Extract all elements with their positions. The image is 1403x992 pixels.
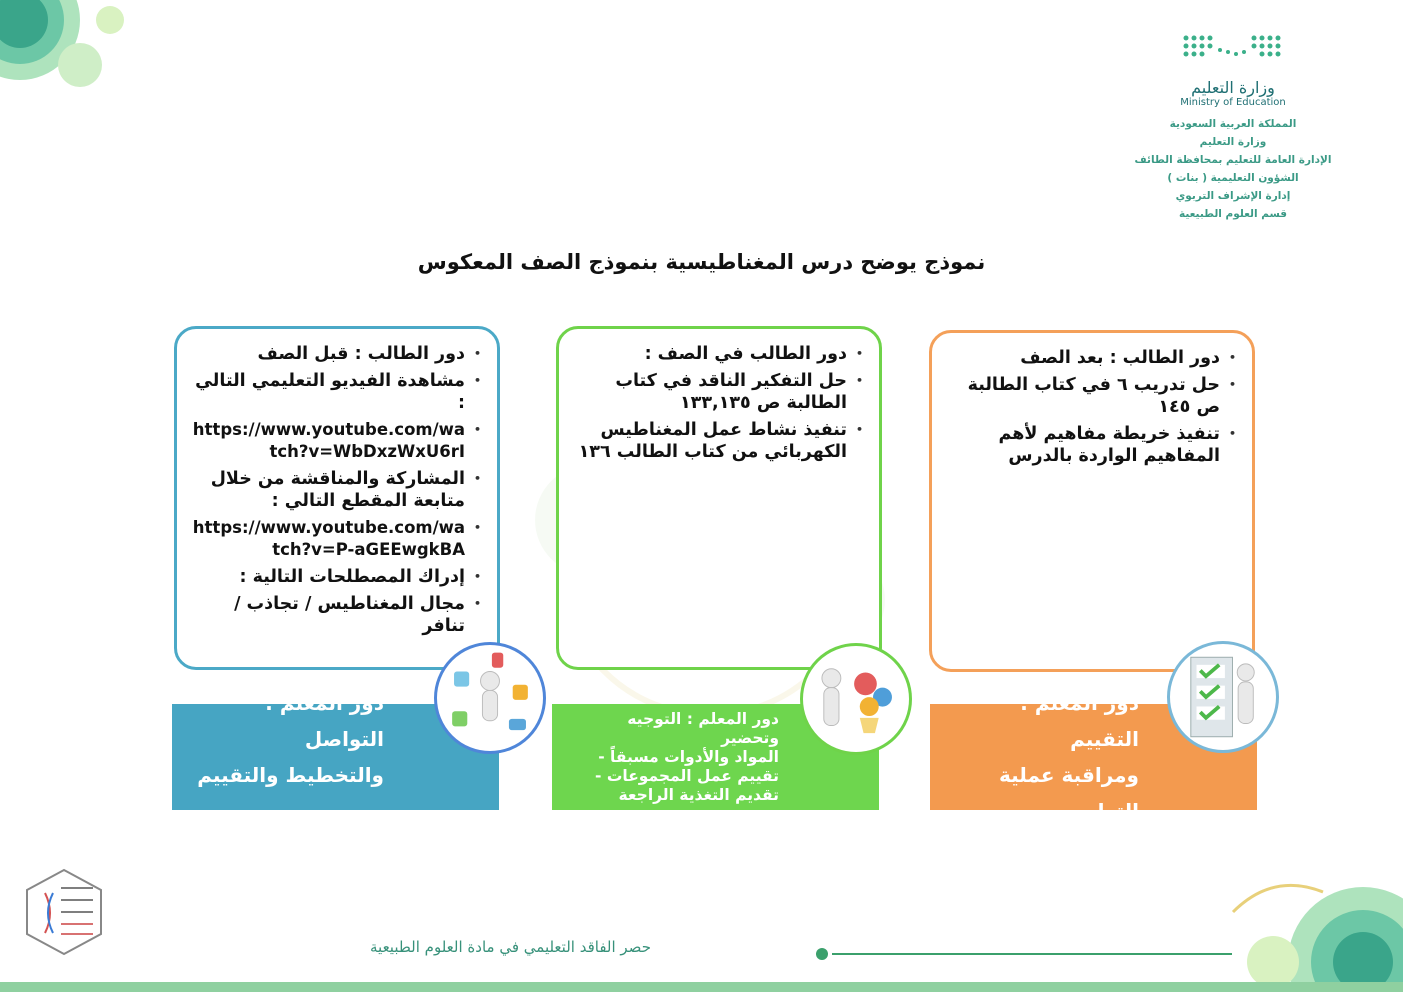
during-class-card [556,326,882,670]
ministry-line: إدارة الإشراف التربوي [1175,190,1291,202]
list-item: • دور الطالب في الصف : [573,343,847,365]
banner-line: تقديم التغذية الراجعة [618,785,779,804]
corner-ornament-bottom-right [1213,852,1403,992]
list-item: • دور الطالب : بعد الصف [946,347,1220,369]
ministry-logo-icon [1176,30,1291,70]
banner-line: المواد والأدوات مسبقاً - [598,747,779,766]
ministry-line: المملكة العربية السعودية [1169,118,1297,130]
list-item: • حل التفكير الناقد في كتاب الطالبة ص ١٣٣,١٣٥ [573,370,847,414]
video-link-2[interactable]: • https://www.youtube.com/watch?v=P-aGEEwgkBA [191,517,465,561]
footer-text: حصر الفاقد التعليمي في مادة العلوم الطبيعية [370,938,651,956]
after-class-card [929,330,1255,672]
ministry-header [1133,30,1333,226]
before-class-card [174,326,500,670]
ministry-line: وزارة التعليم [1199,136,1267,148]
banner-line: دور المعلم : التقييم [1019,691,1139,751]
video-link-1[interactable]: • https://www.youtube.com/watch?v=WbDxzWxU6rI [191,419,465,463]
banner-line: دور المعلم : التواصل [264,691,384,751]
list-item: • تنفيذ خريطة مفاهيم لأهم المفاهيم الواردة بالدرس [946,423,1220,467]
ministry-line: قسم العلوم الطبيعية [1178,208,1288,220]
list-item: • دور الطالب : قبل الصف [191,343,465,365]
page-title: نموذج يوضح درس المغناطيسية بنموذج الصف المعكوس [417,250,986,274]
list-item: • المشاركة والمناقشة من خلال متابعة المقطع التالي : [191,468,465,512]
list-item: • مجال المغناطيس / تجاذب / تنافر [191,593,465,637]
list-item: • حل تدريب ٦ في كتاب الطالبة ص ١٤٥ [946,374,1220,418]
ministry-name-en: Ministry of Education [1180,97,1286,108]
gears-figure-illustration [800,643,912,755]
list-item: • تنفيذ نشاط عمل المغناطيس الكهربائي من كتاب الطالب ١٣٦ [573,419,847,463]
list-item: • إدراك المصطلحات التالية : [191,566,465,588]
ministry-name-ar: وزارة التعليم [1191,78,1275,97]
banner-line: تقييم عمل المجموعات - [594,766,779,785]
ministry-line: الشؤون التعليمية ( بنات ) [1167,172,1299,184]
footer-line [832,953,1232,955]
list-item: • مشاهدة الفيديو التعليمي التالي : [191,370,465,414]
banner-line: دور المعلم : التوجيه وتحضير [627,709,779,747]
checklist-figure-illustration [1167,641,1279,753]
department-logo [25,868,103,956]
ministry-line: الإدارة العامة للتعليم بمحافظة الطائف [1134,154,1332,166]
footer-bar [0,982,1403,992]
banner-line: والتخطيط والتقييم . [197,763,384,823]
corner-ornament-top-left [0,0,150,130]
banner-line: ومراقبة عملية التعلم . [999,763,1139,823]
letters-figure-illustration [434,642,546,754]
footer-dot [816,948,828,960]
